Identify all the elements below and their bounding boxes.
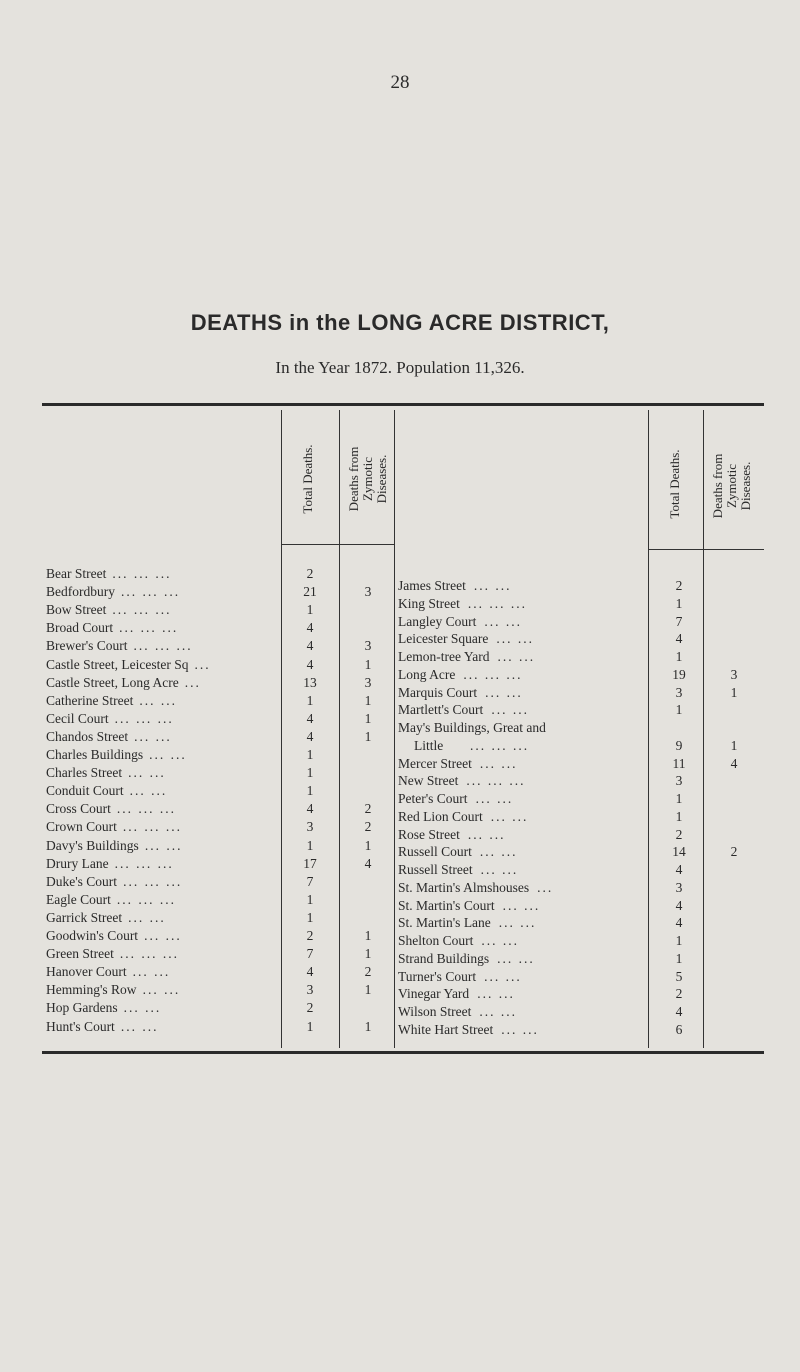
leader-dots: ... ...: [479, 755, 518, 771]
zymotic-deaths: 2: [364, 964, 372, 980]
leader-dots: ... ... ...: [114, 855, 174, 871]
leader-dots: ... ...: [497, 649, 536, 664]
header-zymotic-line1: Deaths from: [710, 453, 725, 519]
street-name: Broad Court: [46, 620, 114, 636]
header-zymotic-line2: Zymotic: [724, 463, 739, 509]
total-deaths: 1: [675, 808, 683, 824]
leader-dots: ... ...: [491, 702, 529, 718]
table-row: [0, 631, 800, 647]
zymotic-deaths: 1: [364, 982, 372, 998]
total-deaths: 1: [306, 692, 314, 708]
total-deaths: 1: [675, 649, 683, 664]
leader-dots: ...: [537, 879, 554, 895]
leader-dots: ... ...: [144, 928, 182, 943]
street-name: Langley Court: [398, 613, 477, 629]
street-name: Wilson Street: [398, 1004, 472, 1019]
zymotic-deaths: 2: [364, 819, 372, 835]
street-name: Long Acre: [398, 666, 456, 682]
total-deaths: 13: [303, 674, 317, 690]
street-name-continued: Little: [414, 737, 444, 753]
street-name: James Street: [398, 578, 466, 593]
zymotic-deaths: 1: [730, 684, 738, 700]
total-deaths: 4: [306, 710, 314, 726]
leader-dots: ... ... ...: [120, 584, 181, 600]
table-row: [0, 986, 800, 1002]
total-deaths: 1: [306, 602, 314, 618]
street-name: Catherine Street: [46, 692, 134, 708]
street-name: Red Lion Court: [398, 808, 483, 824]
zymotic-deaths: 2: [730, 844, 738, 860]
total-deaths: 14: [672, 844, 686, 860]
leader-dots: ...: [194, 656, 211, 672]
table-row: [0, 649, 800, 665]
zymotic-deaths: 1: [364, 928, 372, 943]
table-row: [0, 915, 800, 931]
table-top-rule: [42, 403, 764, 406]
table-row: [0, 1022, 800, 1038]
table-row: [0, 702, 800, 718]
total-deaths: 9: [675, 737, 683, 753]
header-zymotic-line3: Diseases.: [374, 454, 389, 504]
total-deaths: 1: [675, 595, 683, 611]
leader-dots: ... ...: [128, 765, 166, 781]
zymotic-deaths: 3: [364, 584, 372, 600]
total-deaths: 3: [675, 773, 683, 789]
street-name: Chandos Street: [46, 728, 129, 744]
total-deaths: 1: [306, 765, 314, 781]
leader-dots: ... ...: [134, 728, 172, 744]
header-zymotic-left: [347, 414, 395, 544]
leader-dots: ... ...: [484, 968, 522, 984]
leader-dots: ... ...: [128, 909, 166, 925]
total-deaths: 7: [675, 613, 683, 629]
leader-dots: ... ...: [473, 578, 512, 593]
total-deaths: 2: [675, 578, 683, 593]
total-deaths: 3: [675, 879, 683, 895]
zymotic-deaths: 3: [364, 674, 372, 690]
total-deaths: 2: [306, 928, 314, 943]
street-name: Vinegar Yard: [398, 986, 470, 1002]
table-row: [0, 862, 800, 878]
table-row: [0, 773, 800, 789]
leader-dots: ... ...: [139, 692, 177, 708]
table-row: [0, 578, 800, 594]
total-deaths: 17: [303, 855, 317, 871]
street-name: Charles Street: [46, 765, 123, 781]
table-row: [0, 827, 800, 843]
leader-dots: ... ... ...: [114, 710, 174, 726]
total-deaths: 4: [306, 638, 314, 654]
street-name: Russell Street: [398, 862, 473, 877]
table-bottom-rule: [42, 1051, 764, 1054]
total-deaths: 1: [675, 702, 683, 718]
total-deaths: 1: [306, 837, 314, 853]
table-row: [0, 685, 800, 701]
total-deaths: 5: [675, 968, 683, 984]
street-name: Davy's Buildings: [46, 837, 139, 853]
leader-dots: ... ...: [490, 808, 529, 824]
header-total-deaths-left: Total Deaths.: [300, 444, 315, 514]
street-name: Marquis Court: [398, 684, 478, 700]
leader-dots: ... ...: [467, 826, 506, 842]
header-zymotic-line3: Diseases.: [738, 461, 753, 511]
zymotic-deaths: 3: [730, 666, 738, 682]
street-name: Brewer's Court: [46, 638, 128, 654]
total-deaths: 2: [675, 986, 683, 1002]
total-deaths: 1: [306, 1018, 314, 1034]
zymotic-deaths: 1: [364, 656, 372, 672]
leader-dots: ... ...: [498, 915, 537, 931]
zymotic-deaths: 3: [364, 638, 372, 654]
street-name: Bow Street: [46, 602, 107, 618]
street-name: Goodwin's Court: [46, 928, 139, 943]
zymotic-deaths: 4: [730, 755, 738, 771]
leader-dots: ... ... ...: [463, 666, 523, 682]
total-deaths: 4: [306, 801, 314, 817]
header-underline: [281, 544, 394, 545]
street-name: Crown Court: [46, 819, 117, 835]
leader-dots: ... ...: [480, 862, 519, 877]
leader-dots: ... ...: [484, 613, 522, 629]
street-name: Green Street: [46, 946, 114, 962]
total-deaths: 1: [675, 791, 683, 806]
leader-dots: ... ... ...: [133, 638, 193, 654]
leader-dots: ... ...: [496, 631, 534, 647]
total-deaths: 7: [306, 873, 314, 889]
leader-dots: ... ...: [479, 844, 518, 860]
street-name: Hop Gardens: [46, 1000, 118, 1016]
total-deaths: 1: [675, 933, 683, 948]
street-name: New Street: [398, 773, 459, 789]
zymotic-deaths: 1: [364, 946, 372, 962]
table-row: [0, 844, 800, 860]
total-deaths: 2: [306, 1000, 314, 1016]
total-deaths: 4: [675, 1004, 683, 1019]
table-row: [0, 596, 800, 612]
leader-dots: ... ...: [481, 933, 520, 948]
leader-dots: ... ...: [120, 1018, 159, 1034]
leader-dots: ... ... ...: [112, 566, 172, 581]
leader-dots: ... ... ...: [119, 946, 179, 962]
zymotic-deaths: 1: [364, 728, 372, 744]
leader-dots: ... ... ...: [116, 891, 176, 907]
total-deaths: 4: [306, 620, 314, 636]
leader-dots: ... ...: [497, 950, 535, 966]
total-deaths: 21: [303, 584, 317, 600]
street-name: May's Buildings, Great and: [398, 720, 546, 735]
total-deaths: 2: [675, 826, 683, 842]
table-row: [0, 667, 800, 683]
street-name: Hemming's Row: [46, 982, 137, 998]
street-name: St. Martin's Almshouses: [398, 879, 530, 895]
header-total-deaths-right: Total Deaths.: [667, 449, 682, 519]
street-name: Russell Court: [398, 844, 472, 860]
street-name: Turner's Court: [398, 968, 477, 984]
header-zymotic-right: [711, 421, 759, 551]
street-name: Bear Street: [46, 566, 107, 581]
header-zymotic-line1: Deaths from: [346, 446, 361, 512]
zymotic-deaths: 1: [364, 692, 372, 708]
table-row: [0, 738, 800, 754]
street-name: Eagle Court: [46, 891, 111, 907]
street-name: Mercer Street: [398, 755, 472, 771]
zymotic-deaths: 1: [364, 837, 372, 853]
street-name: Bedfordbury: [46, 584, 115, 600]
page-title: DEATHS in the LONG ACRE DISTRICT,: [190, 310, 610, 335]
leader-dots: ... ...: [479, 1004, 517, 1019]
total-deaths: 4: [675, 897, 683, 913]
leader-dots: ... ... ...: [467, 595, 527, 611]
street-name: King Street: [398, 595, 460, 611]
leader-dots: ... ... ...: [122, 819, 182, 835]
street-name: Hanover Court: [46, 964, 127, 980]
total-deaths: 11: [672, 755, 686, 771]
table-row: [0, 809, 800, 825]
table-row: [0, 933, 800, 949]
total-deaths: 3: [675, 684, 683, 700]
leader-dots: ... ...: [123, 1000, 162, 1016]
leader-dots: ...: [184, 674, 201, 690]
total-deaths: 6: [675, 1021, 683, 1037]
total-deaths: 4: [675, 915, 683, 931]
leader-dots: ... ... ...: [470, 737, 530, 753]
zymotic-deaths: 2: [364, 801, 372, 817]
total-deaths: 4: [306, 728, 314, 744]
street-name: Martlett's Court: [398, 702, 484, 718]
street-name: Drury Lane: [46, 855, 109, 871]
street-name: Hunt's Court: [46, 1018, 115, 1034]
table-row: [0, 969, 800, 985]
street-name: St. Martin's Court: [398, 897, 495, 913]
street-name: Lemon-tree Yard: [398, 649, 490, 664]
street-name: Strand Buildings: [398, 950, 490, 966]
page-subtitle: In the Year 1872. Population 11,326.: [275, 358, 525, 377]
street-name: Peter's Court: [398, 791, 468, 806]
total-deaths: 19: [672, 666, 686, 682]
street-name: Leicester Square: [398, 631, 489, 647]
street-name: Castle Street, Leicester Sq: [46, 656, 189, 672]
leader-dots: ... ...: [132, 964, 171, 980]
table-row: [0, 880, 800, 896]
total-deaths: 4: [675, 631, 683, 647]
leader-dots: ... ...: [485, 684, 523, 700]
total-deaths: 1: [306, 747, 314, 762]
table-row: [0, 756, 800, 772]
street-name: Castle Street, Long Acre: [46, 674, 179, 690]
street-name: Rose Street: [398, 826, 460, 842]
total-deaths: 4: [306, 656, 314, 672]
page-number: 28: [390, 72, 410, 93]
table-row: [0, 720, 800, 736]
street-name: Conduit Court: [46, 783, 124, 799]
total-deaths: 3: [306, 982, 314, 998]
street-name: Duke's Court: [46, 873, 118, 889]
total-deaths: 7: [306, 946, 314, 962]
street-name: Cecil Court: [46, 710, 109, 726]
leader-dots: ... ...: [144, 837, 183, 853]
leader-dots: ... ...: [129, 783, 168, 799]
leader-dots: ... ... ...: [116, 801, 177, 817]
total-deaths: 1: [675, 950, 683, 966]
leader-dots: ... ...: [475, 791, 514, 806]
leader-dots: ... ...: [142, 982, 181, 998]
total-deaths: 4: [306, 964, 314, 980]
zymotic-deaths: 4: [364, 855, 372, 871]
total-deaths: 1: [306, 783, 314, 799]
table-row: [0, 898, 800, 914]
street-name: Shelton Court: [398, 933, 474, 948]
street-name: Garrick Street: [46, 909, 123, 925]
total-deaths: 4: [675, 862, 683, 877]
street-name: Charles Buildings: [46, 747, 144, 762]
total-deaths: 2: [306, 566, 314, 581]
zymotic-deaths: 1: [364, 710, 372, 726]
table-row: [0, 1004, 800, 1020]
leader-dots: ... ... ...: [112, 602, 172, 618]
leader-dots: ... ...: [501, 1021, 539, 1037]
leader-dots: ... ...: [149, 747, 187, 762]
street-name: Cross Court: [46, 801, 111, 817]
street-name: White Hart Street: [398, 1021, 494, 1037]
header-zymotic-line2: Zymotic: [360, 456, 375, 502]
total-deaths: 1: [306, 891, 314, 907]
street-name: St. Martin's Lane: [398, 915, 491, 931]
zymotic-deaths: 1: [730, 737, 738, 753]
leader-dots: ... ...: [477, 986, 515, 1002]
total-deaths: 3: [306, 819, 314, 835]
table-row: [0, 614, 800, 630]
table-row: [0, 791, 800, 807]
leader-dots: ... ... ...: [119, 620, 179, 636]
leader-dots: ... ...: [502, 897, 541, 913]
leader-dots: ... ... ...: [123, 873, 183, 889]
table-row: [0, 951, 800, 967]
total-deaths: 1: [306, 909, 314, 925]
zymotic-deaths: 1: [364, 1018, 372, 1034]
leader-dots: ... ... ...: [466, 773, 526, 789]
